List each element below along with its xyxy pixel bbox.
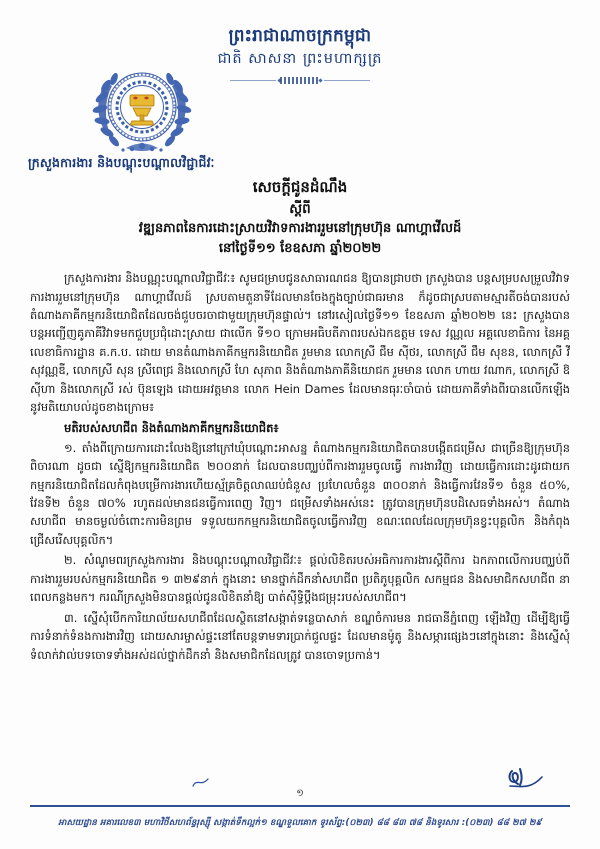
paragraph-intro: ក្រសួងការងារ និងបណ្ណុះបណ្ដាលវិជ្ជាជីវៈ៖ សូមជម្រាបជូនសាធារណជន ឱ្យបានជ្រាបថា ក្រសួងបាន បន្តសម្របសម្រួលវិវាទការងាររួមនៅក្រុមហ៊ុន ណាហ្គាវើលដ៍ ស្របតាមតួនាទីដែលមានចែងក្នុងច្បាប់ជាធរមាន ក៏ដូចជាស្របតាមស្មារតីចង់បានរបស់តំណាងភាគីកម្មករនិយោជិតដែលចង់ជួបចរចាជាមួយក្រុមហ៊ុនផ្ទាល់។ នៅរសៀលថ្ងៃទី១១ ខែឧសភា ឆ្នាំ២០២២ នេះ ក្រសួងបានបន្តអញ្ជើញគូភាគីវិវាទមកជួបប្រជុំដោះស្រាយ ជាលើក ទី១០ ក្រោមអធិបតីភាពរបស់ឯកឧត្តម ទេស វណ្ណល អគ្គលេខាធិការ នៃអគ្គលេខាធិការដ្ឋាន គ.ក.ប. ដោយ មានតំណាងភាគីកម្មករនិយោជិត រួមមាន លោកស្រី ជឹម ស៊ីថរ, លោកស្រី ជឹម សុខន, លោកស្រី វី សុវណ្ណឌី, លោកស្រី សុន ស្រីពេជ្រ និងលោកស្រី ហែ សុភាព និងតំណាងភាគីនិយោជក រួមមាន លោក ហាយ វណាក, លោកស្រី ឱ ស៊ីហា និងលោកស្រី រស់ ប៊ុនឡេង ដោយអវត្តមាន លោក Hein Dames ដែលមានធុរៈចាំបាច់ ដោយភាគីទាំងពីរបានលើកឡើងនូវមតិយោបល់ដូចខាងក្រោម៖ [30, 271, 570, 415]
national-motto: ជាតិ សាសនា ព្រះមហាក្សត្រ [217, 51, 383, 68]
divider-bar-left [230, 80, 276, 81]
section-subheading-union-opinion: មតិរបស់សហជីព និងតំណាងភាគីកម្មករនិយោជិត៖ [64, 420, 279, 435]
footer-divider [30, 805, 570, 807]
title-date: នៅថ្ងៃទី១១ ខែឧសភា ឆ្នាំ២០២២ [218, 240, 382, 256]
divider-center-ornament [280, 77, 320, 84]
divider-dot-right [318, 78, 322, 82]
document-header [0, 0, 600, 170]
document-body [30, 269, 570, 664]
footer-address: អាសយដ្ឋាន អគារលេខ៣ មហាវិថីសហព័ន្ធរុស្ស៊ី សង្កាត់ទឹកល្អក់១ ខណ្ឌទួលគោក ទូរស័ព្ទ:(០២៣) ៨៨ ៨៣ ៧៨ និងទូរសារ :(០២៣) ៨៨ ២៧ ២៩ [58, 817, 542, 828]
ornamental-divider [230, 76, 370, 85]
kingdom-title: ព្រះរាជាណាចក្រកម្ពុជា [228, 26, 372, 46]
ministry-name: ក្រសួងការងារ និងបណ្ដុះបណ្ដាលវិជ្ជាជីវៈ [28, 155, 215, 170]
page-number: ១ [296, 788, 304, 799]
numbered-item-1: ១. តាំងពីក្រោយការដោះលែងឱ្យនៅក្រៅឃុំបណ្ដោះអាសន្ន តំណាងកម្មករនិយោជិតបានបង្កើតជម្រើស ជាច្រើនឱ្យក្រុមហ៊ុនពិចារណា ដូចជា ស្នើឱ្យកម្មករនិយោជិត ២០០នាក់ ដែលបានបញ្ឈប់ពីការងាររួមចូលធ្វើ ការងារវិញ ដោយធ្វើការដោះដូរជាយកកម្មករនិយោជិតដែលកំពុងបម្រើការងារហើយស្ម័គ្រចិត្តលាឈប់ជំនួស ប្រហែលចំនួន ៣០០នាក់ និងធ្វើការវែនទី១ ចំនួន ៥០%, វែនទី២ ចំនួន ៧០% រហូតដល់មានជនធ្វើការពេញ វិញ។ ជម្រើសទាំងអស់នេះ ត្រូវបានក្រុមហ៊ុនបដិសេធទាំងអស់។ តំណាងសហជីព មានចម្ងល់ចំពោះការមិនព្រម ទទួលយកកម្មករនិយោជិតចូលធ្វើការវិញ ខណៈពេលដែលក្រុមហ៊ុនខ្វះបុគ្គលិក និងកំពុងជ្រើសរើសបុគ្គលិក។ [30, 440, 570, 547]
title-about-label: ស្តីពី [289, 200, 311, 217]
numbered-item-3: ៣. ស្នើសុំបើកការិយាល័យសហជីពដែលស្ថិតនៅសង្កាត់ទន្លេបាសាក់ ខណ្ឌចំការមន រាជធានីភ្នំពេញ ឡើងវិញ ដើម្បីឱ្យធ្វើការទំនាក់ទំនងការងារវិញ ដោយសារម្ចាស់ផ្ទះនៅតែបន្តទាមទារប្រាក់ជួលផ្ទះ ដែលមានម៉ូតូ និងសម្ភារផ្សេងៗនៅក្នុងនោះ និងស្នើសុំទំលាក់វាល់បទចោទទាំងអស់ដល់ថ្នាក់ដឹកនាំ និងសមាជិកដែលត្រូវ បានចោទប្រកាន់។ [30, 610, 570, 662]
ministry-seal-icon [86, 52, 198, 164]
divider-bar-right [324, 80, 370, 81]
numbered-item-2: ២. សំណូមពរក្រសួងការងារ និងបណ្ដុះបណ្ដាលវិជ្ជាជីវៈ៖ ផ្ដល់លិខិតរបស់អធិការការងារស្ដីពីការ ឯកភាពលើការបញ្ឈប់ពីការងាររួមរបស់កម្មករនិយោជិត ១ ៣២៩នាក់ ក្នុងនោះ មានថ្នាក់ដឹកនាំសហជីព ប្រតិភូបុគ្គលិក សកម្មជន និងសមាជិកសហជីព នាពេលកន្លងមក។ ករណីក្រសួងមិនបានផ្ដល់ជូនលិខិតនាំឱ្យ បាត់ស៊ីទ្ធិប្ដឹងជម្រុះរបស់សហជីព។ [30, 553, 570, 605]
title-subject: វឌ្ឍនភាពនៃការដោះស្រាយវិវាទការងាររួមនៅក្រុមហ៊ុន ណាហ្គាវើលដ៍ [138, 220, 462, 236]
title-block [0, 176, 600, 259]
page-title: សេចក្តីជូនដំណឹង [252, 178, 348, 196]
inline-ink-mark-icon [192, 773, 210, 785]
